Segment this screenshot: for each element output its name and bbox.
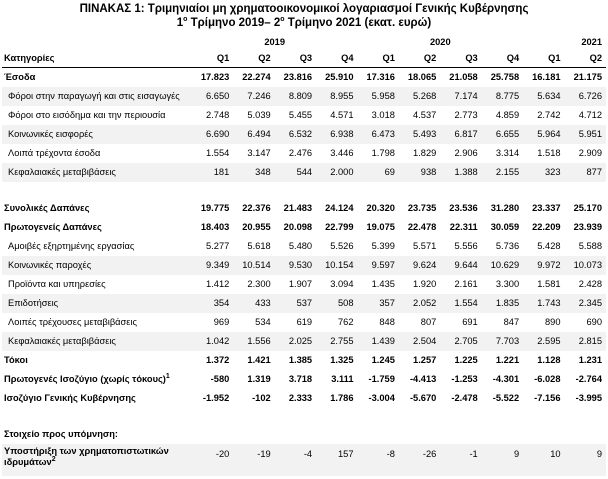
table-cell: 31.280 — [490, 203, 520, 213]
row-label — [2, 351, 192, 370]
table-cell: -1.952 — [202, 393, 230, 403]
row-label-text: Αμοιβές εξηρτημένης εργασίας — [8, 241, 135, 251]
table-cell: 19.775 — [200, 203, 230, 213]
table-cell: 2.155 — [482, 163, 523, 182]
table-cell: 5.493 — [399, 125, 440, 144]
table-cell: 2.428 — [578, 279, 602, 289]
table-row — [2, 218, 606, 237]
row-label-text: Τόκοι — [4, 355, 28, 365]
table-cell: 1.907 — [288, 279, 313, 289]
table-cell: 18.403 — [200, 222, 230, 232]
row-label — [2, 313, 192, 332]
table-cell: 2.000 — [316, 163, 357, 182]
row-label — [2, 444, 192, 476]
table-cell: 6.655 — [482, 125, 523, 144]
memo-label-row — [2, 425, 606, 444]
table-cell: 1.128 — [537, 355, 561, 365]
table-cell: 2.815 — [565, 332, 606, 351]
table-cell: 5.399 — [371, 241, 395, 251]
table-cell: 9 — [565, 444, 606, 476]
quarter-header: Q2 — [399, 50, 440, 68]
table-cell: 16.181 — [532, 72, 561, 82]
table-cell: 7.703 — [482, 332, 523, 351]
table-cell: 4.859 — [495, 110, 520, 120]
year-header-2020: 2020 — [429, 36, 451, 47]
table-cell: 5.455 — [288, 110, 313, 120]
footnote-marker: 1 — [165, 372, 170, 380]
row-label — [2, 256, 192, 275]
table-cell: 6.532 — [275, 125, 316, 144]
table-cell: 9.644 — [440, 256, 481, 275]
table-cell: 1.412 — [206, 279, 230, 289]
table-row — [2, 106, 606, 125]
quarter-header: Q1 — [523, 50, 564, 68]
table-cell: 8.775 — [482, 87, 523, 106]
table-cell: 357 — [358, 294, 399, 313]
table-cell: 8.955 — [316, 87, 357, 106]
row-label — [2, 332, 192, 351]
table-cell: 2.595 — [523, 332, 564, 351]
table-cell: 21.058 — [449, 72, 478, 82]
row-label-text: Λοιπές τρέχουσες μεταβιβάσεις — [8, 317, 137, 327]
table-cell: 354 — [192, 294, 233, 313]
table-cell: 17.823 — [200, 72, 230, 82]
table-cell: 10.514 — [233, 256, 274, 275]
table-cell: 690 — [586, 317, 602, 327]
row-label — [2, 68, 192, 88]
table-cell: -102 — [252, 393, 271, 403]
quarter-header: Q1 — [358, 50, 399, 68]
title-line-1: ΠΙΝΑΚΑΣ 1: Τριμηνιαίοι μη χρηματοοικονομικοί λογαριασμοί Γενικής Κυβέρνησης — [79, 3, 529, 15]
table-cell: 323 — [523, 163, 564, 182]
table-cell: 2.345 — [565, 294, 606, 313]
table-cell: 1.042 — [192, 332, 233, 351]
quarter-header: Q4 — [316, 50, 357, 68]
table-cell: 23.816 — [283, 72, 313, 82]
table-cell: 20.098 — [283, 222, 313, 232]
table-row — [2, 275, 606, 294]
table-cell: 6.726 — [565, 87, 606, 106]
row-label-text: Κοινωνικές παροχές — [8, 260, 92, 270]
table-cell: 9.530 — [275, 256, 316, 275]
table-cell: 5.958 — [358, 87, 399, 106]
table-cell: 1.581 — [537, 279, 561, 289]
table-cell: 6.650 — [192, 87, 233, 106]
table-cell: -3.004 — [368, 393, 395, 403]
table-cell: 2.333 — [288, 393, 313, 403]
table-cell: 2.052 — [399, 294, 440, 313]
table-cell: -7.156 — [534, 393, 561, 403]
table-cell: 1.245 — [371, 355, 395, 365]
table-cell: 22.311 — [449, 222, 478, 232]
table-cell: 22.376 — [242, 203, 271, 213]
table-cell: 1.388 — [440, 163, 481, 182]
table-row — [2, 68, 606, 88]
table-row — [2, 163, 606, 182]
table-cell: 5.618 — [247, 241, 271, 251]
table-cell: 1.221 — [495, 355, 520, 365]
row-label — [2, 106, 192, 125]
table-cell: -1.759 — [368, 374, 395, 384]
table-cell: 890 — [545, 317, 561, 327]
table-cell: 17.316 — [366, 72, 395, 82]
row-label — [2, 218, 192, 237]
table-cell: 10.154 — [316, 256, 357, 275]
row-label — [2, 237, 192, 256]
table-cell: 24.124 — [325, 203, 354, 213]
table-row — [2, 294, 606, 313]
row-label — [2, 87, 192, 106]
table-cell: 5.277 — [206, 241, 230, 251]
table-row — [2, 87, 606, 106]
row-label-text: Υποστήριξη των χρηματοπιστωτικών ιδρυμάτων — [4, 446, 169, 467]
table-cell: 3.111 — [331, 374, 354, 384]
table-row — [2, 351, 606, 370]
table-cell: 20.955 — [242, 222, 271, 232]
table-cell: 9.597 — [358, 256, 399, 275]
row-label-text: Πρωτογενείς Δαπάνες — [4, 222, 102, 232]
table-cell: 877 — [565, 163, 606, 182]
table-cell: 9.624 — [399, 256, 440, 275]
table-cell: 537 — [275, 294, 316, 313]
table-cell: 23.337 — [532, 203, 561, 213]
table-cell: 5.428 — [537, 241, 561, 251]
table-row — [2, 370, 606, 389]
table-cell: 2.476 — [288, 148, 313, 158]
table-cell: 544 — [275, 163, 316, 182]
table-cell: -20 — [192, 444, 233, 476]
table-cell: 10.073 — [565, 256, 606, 275]
table-cell: 1.325 — [330, 355, 354, 365]
table-cell: 1.743 — [523, 294, 564, 313]
table-cell: 5.039 — [247, 110, 271, 120]
row-label-text: Ισοζύγιο Γενικής Κυβέρνησης — [4, 393, 136, 403]
table-row — [2, 144, 606, 163]
row-label-text: Φόροι στο εισόδημα και την περιουσία — [8, 110, 166, 120]
row-label — [2, 294, 192, 313]
table-cell: 5.556 — [454, 241, 478, 251]
table-cell: 18.065 — [407, 72, 437, 82]
table-cell: 6.690 — [192, 125, 233, 144]
table-cell: 10.629 — [482, 256, 523, 275]
table-cell: 2.742 — [537, 110, 561, 120]
table-cell: -2.478 — [451, 393, 478, 403]
table-cell: 25.170 — [573, 203, 602, 213]
table-cell: 3.147 — [247, 148, 271, 158]
table-cell: 181 — [192, 163, 233, 182]
table-cell: 25.910 — [325, 72, 354, 82]
table-cell: 3.718 — [288, 374, 313, 384]
table-cell: 9.972 — [523, 256, 564, 275]
memo-data-row — [2, 444, 606, 476]
table-cell: 2.025 — [275, 332, 316, 351]
table-cell: 1.920 — [413, 279, 437, 289]
table-cell: 1.421 — [247, 355, 271, 365]
year-header-row — [2, 34, 606, 50]
table-cell: 9 — [482, 444, 523, 476]
table-cell: -5.670 — [409, 393, 437, 403]
row-label-text: Πρωτογενές Ισοζύγιο (χωρίς τόκους) — [4, 374, 166, 384]
row-label-text: Κεφαλαιακές μεταβιβάσεις — [8, 336, 116, 346]
table-cell: 10 — [523, 444, 564, 476]
table-cell: -2.764 — [575, 374, 602, 384]
row-label-text: Λοιπά τρέχοντα έσοδα — [8, 148, 101, 158]
row-label — [2, 163, 192, 182]
row-label — [2, 199, 192, 218]
table-cell: 157 — [316, 444, 357, 476]
table-cell: 5.526 — [330, 241, 354, 251]
table-cell: 348 — [233, 163, 274, 182]
table-cell: 2.705 — [440, 332, 481, 351]
table-cell: 9.349 — [192, 256, 233, 275]
table-cell: 508 — [316, 294, 357, 313]
table-cell: 848 — [379, 317, 395, 327]
table-cell: 3.018 — [371, 110, 395, 120]
table-cell: 1.435 — [371, 279, 395, 289]
table-cell: 5.951 — [565, 125, 606, 144]
row-label — [2, 144, 192, 163]
quarter-header: Q4 — [482, 50, 523, 68]
table-cell: -580 — [210, 374, 230, 384]
table-cell: 847 — [503, 317, 520, 327]
table-row — [2, 237, 606, 256]
column-header-categories: Κατηγορίες — [2, 50, 192, 68]
table-cell: 5.268 — [399, 87, 440, 106]
table-cell: -4.301 — [492, 374, 520, 384]
table-cell: 5.571 — [413, 241, 437, 251]
table-cell: 938 — [399, 163, 440, 182]
quarter-header: Q1 — [192, 50, 233, 68]
row-label-text: Προϊόντα και υπηρεσίες — [8, 279, 106, 289]
row-label — [2, 275, 192, 294]
table-cell: 2.906 — [454, 148, 478, 158]
table-cell: 1.225 — [454, 355, 478, 365]
table-cell: 969 — [213, 317, 230, 327]
table-cell: 3.300 — [495, 279, 520, 289]
table-cell: 691 — [462, 317, 478, 327]
table-cell: 23.536 — [449, 203, 478, 213]
table-cell: 2.161 — [454, 279, 478, 289]
table-cell: 23.735 — [407, 203, 437, 213]
row-label-text: Επιδοτήσεις — [8, 298, 59, 308]
table-cell: 3.314 — [495, 148, 520, 158]
table-cell: 3.446 — [330, 148, 354, 158]
table-cell: 2.755 — [316, 332, 357, 351]
table-title — [0, 0, 608, 30]
table-cell: 1.372 — [206, 355, 230, 365]
table-cell: 22.274 — [242, 72, 271, 82]
table-cell: 7.246 — [233, 87, 274, 106]
table-cell: 6.494 — [233, 125, 274, 144]
row-label-text: Έσοδα — [4, 72, 36, 82]
row-label-text: Φόροι στην παραγωγή και στις εισαγωγές — [8, 91, 180, 101]
table-cell: 21.175 — [573, 72, 602, 82]
table-cell: 619 — [296, 317, 313, 327]
table-cell: 8.809 — [275, 87, 316, 106]
table-cell: -4.413 — [409, 374, 437, 384]
table-cell: 1.385 — [288, 355, 313, 365]
table-row — [2, 125, 606, 144]
table-cell: 1.556 — [233, 332, 274, 351]
table-cell: -1.253 — [451, 374, 478, 384]
table-cell: -5.522 — [492, 393, 520, 403]
table-row — [2, 389, 606, 408]
row-label-text: Συνολικές Δαπάνες — [4, 203, 90, 213]
table-cell: -4 — [275, 444, 316, 476]
table-cell: -6.028 — [534, 374, 561, 384]
table-cell: 23.939 — [573, 222, 602, 232]
table-cell: 2.909 — [578, 148, 602, 158]
table-cell: 762 — [337, 317, 354, 327]
spacer-row — [2, 182, 606, 199]
table-cell: 69 — [358, 163, 399, 182]
table-cell: 20.320 — [366, 203, 395, 213]
table-cell: 4.712 — [578, 110, 602, 120]
table-cell: 1.231 — [578, 355, 602, 365]
table-row — [2, 313, 606, 332]
table-cell: 807 — [420, 317, 437, 327]
year-header-2021: 2021 — [581, 36, 602, 47]
table-cell: 1.798 — [371, 148, 395, 158]
quarter-header: Q3 — [440, 50, 481, 68]
table-cell: 2.504 — [399, 332, 440, 351]
year-header-2019: 2019 — [264, 36, 286, 47]
title-line-2: $1^o$ Τρίμηνο 2019– $2^o$ Τρίμηνο 2021 (εκατ. ευρώ) — [176, 16, 432, 29]
table-row — [2, 199, 606, 218]
table-cell: 6.817 — [440, 125, 481, 144]
table-cell: 4.537 — [413, 110, 437, 120]
quarter-header: Q2 — [565, 50, 606, 68]
table-cell: -1 — [440, 444, 481, 476]
table-cell: 22.799 — [325, 222, 354, 232]
table-cell: 1.835 — [482, 294, 523, 313]
quarter-header: Q2 — [233, 50, 274, 68]
table-cell: 1.319 — [247, 374, 271, 384]
row-label-text: Κεφαλαιακές μεταβιβάσεις — [8, 167, 116, 177]
table-cell: -19 — [233, 444, 274, 476]
table-cell: -26 — [399, 444, 440, 476]
table-cell: 5.964 — [523, 125, 564, 144]
table-cell: 6.473 — [358, 125, 399, 144]
table-cell: 1.439 — [358, 332, 399, 351]
table-cell: 2.748 — [206, 110, 230, 120]
row-label — [2, 370, 192, 389]
quarter-header: Q3 — [275, 50, 316, 68]
quarter-header-row — [2, 50, 606, 68]
table-cell: 5.736 — [495, 241, 520, 251]
spacer-row — [2, 408, 606, 425]
table-cell: 1.554 — [440, 294, 481, 313]
table-cell: 5.480 — [288, 241, 313, 251]
table-row — [2, 332, 606, 351]
table-cell: 1.786 — [330, 393, 354, 403]
table-cell: 7.174 — [440, 87, 481, 106]
table-cell: 30.059 — [490, 222, 520, 232]
table-cell: 2.300 — [247, 279, 271, 289]
table-cell: 5.634 — [523, 87, 564, 106]
table-cell: 1.554 — [206, 148, 230, 158]
table-cell: 21.483 — [283, 203, 313, 213]
table-row — [2, 256, 606, 275]
table-cell: 433 — [233, 294, 274, 313]
memo-label: Στοιχείο προς υπόμνηση: — [4, 429, 119, 439]
table-cell: 5.588 — [578, 241, 602, 251]
table-cell: 4.571 — [330, 110, 354, 120]
table-cell: 1.518 — [537, 148, 561, 158]
table-cell: 1.257 — [413, 355, 437, 365]
row-label — [2, 125, 192, 144]
row-label — [2, 389, 192, 408]
table-cell: 19.075 — [366, 222, 395, 232]
table-cell: 25.758 — [490, 72, 520, 82]
row-label-text: Κοινωνικές εισφορές — [8, 129, 93, 139]
table-cell: 22.209 — [532, 222, 561, 232]
table-cell: 3.094 — [330, 279, 354, 289]
table-cell: -3.995 — [575, 393, 602, 403]
table-cell: -8 — [358, 444, 399, 476]
table-cell: 1.829 — [413, 148, 437, 158]
footnote-marker: 2 — [51, 455, 56, 463]
table-cell: 6.938 — [316, 125, 357, 144]
table-cell: 22.478 — [407, 222, 437, 232]
table-cell: 2.773 — [454, 110, 478, 120]
data-table — [2, 34, 606, 476]
table-cell: 534 — [255, 317, 271, 327]
